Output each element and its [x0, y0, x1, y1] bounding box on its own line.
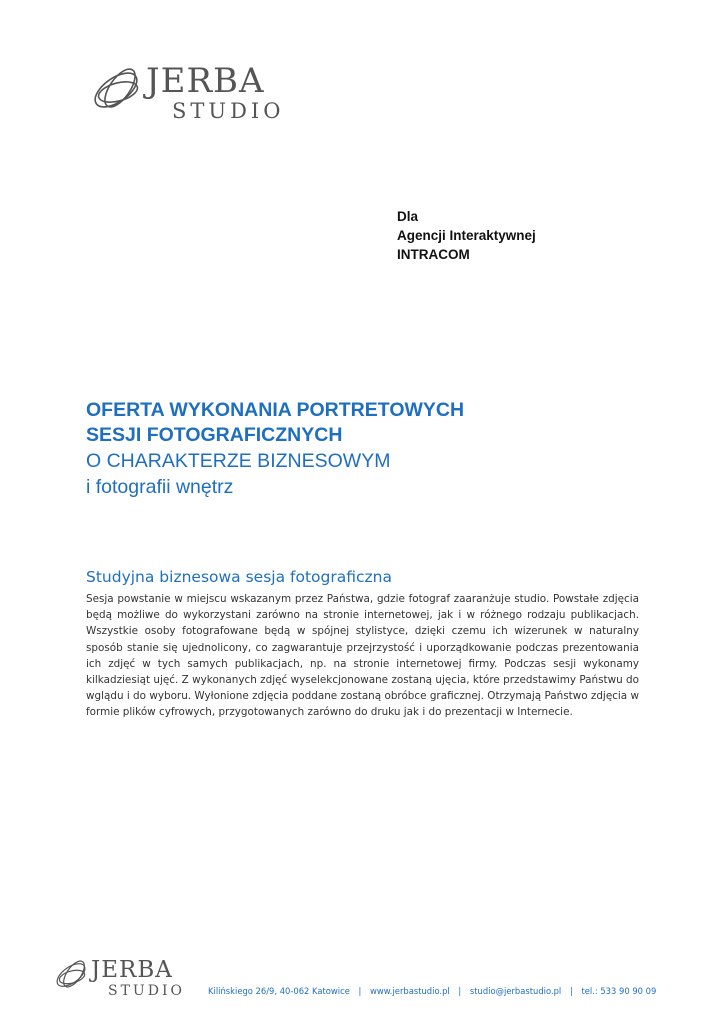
footer-logo-brand-top: JERBA [91, 957, 173, 983]
section-heading: Studyjna biznesowa sesja fotograficzna [86, 568, 392, 586]
offer-title [86, 398, 464, 500]
footer-rings-emblem [53, 958, 88, 991]
footer-address: Kilińskiego 26/9, 40-062 Katowice [208, 986, 350, 996]
section-body: Sesja powstanie w miejscu wskazanym przez Państwa, gdzie fotograf zaaranżuje studio. Powstałe zdjęcia będą możliwe do wykorzystani zarówno na stronie internetowej, jak i w różnego rodzaju publikacjach. Wszystkie osoby fotografowane będą w spójnej stylistyce, dzięki czemu ich wizerunek w naturalny sposób stanie się ujednolicony, co zagwarantuje przejrzystość i uporządkowanie podczas prezentowania ich zdjęć w tych samych publikacjach, np. na stronie internetowej firmy. Podczas sesji wykonamy kilkadziesiąt ujęć. Z wykonanych zdjęć wyselekcjonowane zostaną ujęcia, które przedstawimy Państwu do wglądu i do wyboru. Wyłonione zdjęcia poddane zostaną obróbce graficznej. Otrzymają Państwo zdjęcia w formie plików cyfrowych, przygotowanych zarówno do druku jak i do prezentacji w Internecie. [86, 593, 639, 719]
footer-contact [208, 986, 656, 996]
company-logo [88, 52, 288, 124]
recipient-line-2: Agencji Interaktywnej [397, 228, 536, 243]
footer-logo-brand-bottom: STUDIO [108, 983, 185, 998]
logo-brand-bottom: STUDIO [172, 99, 285, 123]
title-bold-line-2: SESJI FOTOGRAFICZNYCH [86, 424, 343, 446]
footer-phone: tel.: 533 90 90 09 [581, 986, 657, 996]
recipient-line-3: INTRACOM [397, 247, 470, 262]
title-light-line-1: O CHARAKTERZE BIZNESOWYM [86, 450, 391, 472]
logo-brand-top: JERBA [146, 61, 265, 101]
business-session-section [86, 566, 639, 721]
footer-email-link[interactable]: studio@jerbastudio.pl [469, 986, 562, 996]
footer-separator: | [458, 986, 462, 996]
footer-separator: | [358, 986, 362, 996]
title-bold-line-1: OFERTA WYKONANIA PORTRETOWYCH [86, 399, 465, 421]
footer-website-link[interactable]: www.jerbastudio.pl [370, 986, 450, 996]
recipient-block [397, 207, 536, 264]
footer-separator: | [569, 986, 573, 996]
footer-logo [52, 950, 187, 998]
recipient-line-1: Dla [397, 209, 419, 224]
rings-emblem [89, 64, 142, 113]
title-light-line-2: i fotografii wnętrz [86, 476, 234, 498]
